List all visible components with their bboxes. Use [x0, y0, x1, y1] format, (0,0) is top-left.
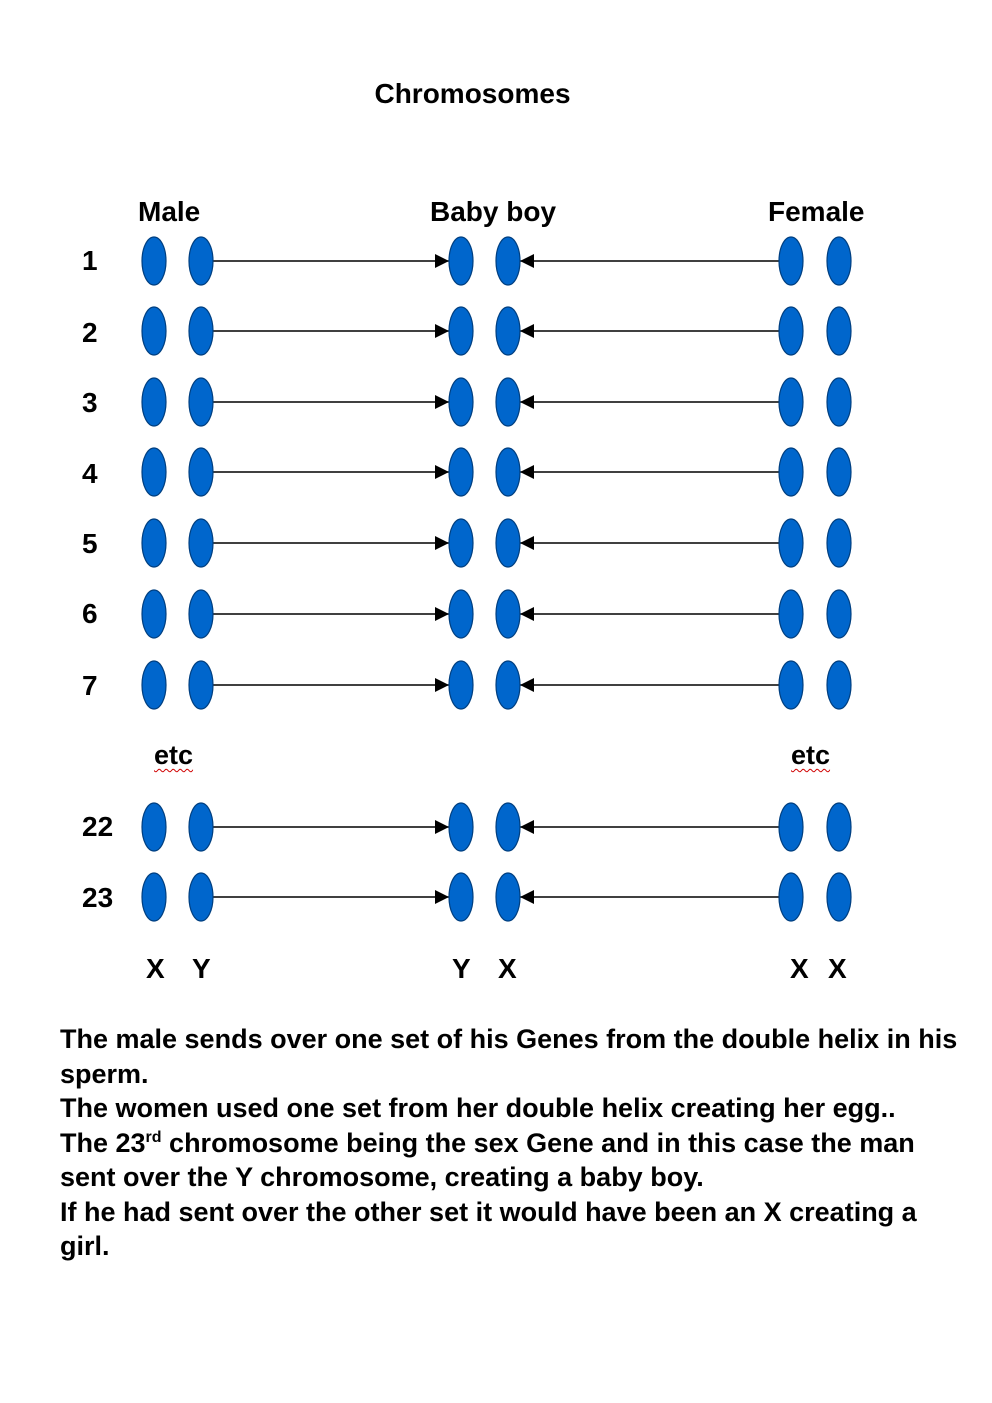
chromosome-rows	[142, 237, 851, 921]
baby-chromosome	[496, 237, 520, 285]
male-chromosome	[189, 873, 213, 921]
explanation-line-2: The women used one set from her double helix creating her egg..	[60, 1093, 896, 1123]
male-chromosome	[189, 378, 213, 426]
baby-chromosome	[496, 661, 520, 709]
page-title: Chromosomes	[374, 78, 571, 109]
male-chromosome	[142, 873, 166, 921]
male-sex-label-2: Y	[192, 953, 211, 984]
row-number-4: 4	[82, 458, 98, 489]
baby-sex-label-2: X	[498, 953, 517, 984]
female-chromosome	[827, 803, 851, 851]
chromosome-row-5	[142, 519, 851, 567]
male-etc-label: etc	[154, 740, 194, 770]
male-sex-label-1: X	[146, 953, 165, 984]
male-chromosome	[189, 661, 213, 709]
female-chromosome	[779, 873, 803, 921]
baby-chromosome	[496, 378, 520, 426]
explanation-line-1: The male sends over one set of his Genes from the double helix in his sperm.	[60, 1024, 958, 1089]
baby-column-label: Baby boy	[430, 196, 557, 227]
baby-chromosome	[496, 307, 520, 355]
baby-chromosome	[496, 590, 520, 638]
baby-chromosome	[449, 661, 473, 709]
female-chromosome	[779, 519, 803, 567]
male-chromosome	[189, 237, 213, 285]
baby-chromosome	[449, 803, 473, 851]
female-chromosome	[827, 307, 851, 355]
female-chromosome	[779, 661, 803, 709]
baby-chromosome	[449, 237, 473, 285]
female-chromosome	[779, 803, 803, 851]
explanation-text	[60, 1022, 960, 1264]
baby-chromosome	[496, 448, 520, 496]
explanation-line-4: If he had sent over the other set it would have been an X creating a girl.	[60, 1196, 917, 1261]
chromosome-row-4	[142, 448, 851, 496]
chromosome-row-22	[142, 803, 851, 851]
baby-chromosome	[449, 519, 473, 567]
female-chromosome	[827, 519, 851, 567]
chromosome-row-7	[142, 661, 851, 709]
baby-chromosome	[449, 307, 473, 355]
female-chromosome	[779, 307, 803, 355]
male-chromosome	[142, 307, 166, 355]
male-chromosome	[142, 378, 166, 426]
explanation-line-3: The 23rd chromosome being the sex Gene and in this case the man sent over the Y chromosome, creating a baby boy.	[60, 1127, 915, 1192]
female-sex-label-2: X	[828, 953, 847, 984]
baby-chromosome	[449, 448, 473, 496]
male-chromosome	[189, 307, 213, 355]
male-chromosome	[142, 590, 166, 638]
female-chromosome	[827, 237, 851, 285]
male-chromosome	[189, 519, 213, 567]
male-chromosome	[142, 661, 166, 709]
male-chromosome	[189, 590, 213, 638]
baby-chromosome	[496, 873, 520, 921]
baby-chromosome	[496, 519, 520, 567]
chromosome-row-23	[142, 873, 851, 921]
row-number-1: 1	[82, 245, 98, 276]
male-chromosome	[189, 803, 213, 851]
female-chromosome	[779, 590, 803, 638]
female-chromosome	[779, 378, 803, 426]
chromosome-row-6	[142, 590, 851, 638]
female-etc-label: etc	[791, 740, 831, 770]
baby-chromosome	[496, 803, 520, 851]
row-number-2: 2	[82, 317, 98, 348]
chromosome-row-3	[142, 378, 851, 426]
male-chromosome	[142, 237, 166, 285]
female-chromosome	[779, 237, 803, 285]
row-number-7: 7	[82, 670, 98, 701]
female-chromosome	[827, 378, 851, 426]
baby-chromosome	[449, 590, 473, 638]
baby-chromosome	[449, 378, 473, 426]
baby-chromosome	[449, 873, 473, 921]
female-chromosome	[827, 661, 851, 709]
female-chromosome	[779, 448, 803, 496]
chromosome-row-1	[142, 237, 851, 285]
female-chromosome	[827, 448, 851, 496]
row-number-23: 23	[82, 882, 114, 913]
female-chromosome	[827, 590, 851, 638]
female-column-label: Female	[768, 196, 865, 227]
male-chromosome	[142, 519, 166, 567]
row-number-22: 22	[82, 811, 114, 842]
male-chromosome	[142, 448, 166, 496]
baby-sex-label-1: Y	[452, 953, 471, 984]
male-column-label: Male	[138, 196, 201, 227]
male-chromosome	[142, 803, 166, 851]
row-number-5: 5	[82, 528, 98, 559]
chromosome-row-2	[142, 307, 851, 355]
row-number-6: 6	[82, 598, 98, 629]
female-sex-label-1: X	[790, 953, 809, 984]
female-chromosome	[827, 873, 851, 921]
male-chromosome	[189, 448, 213, 496]
row-number-3: 3	[82, 387, 98, 418]
